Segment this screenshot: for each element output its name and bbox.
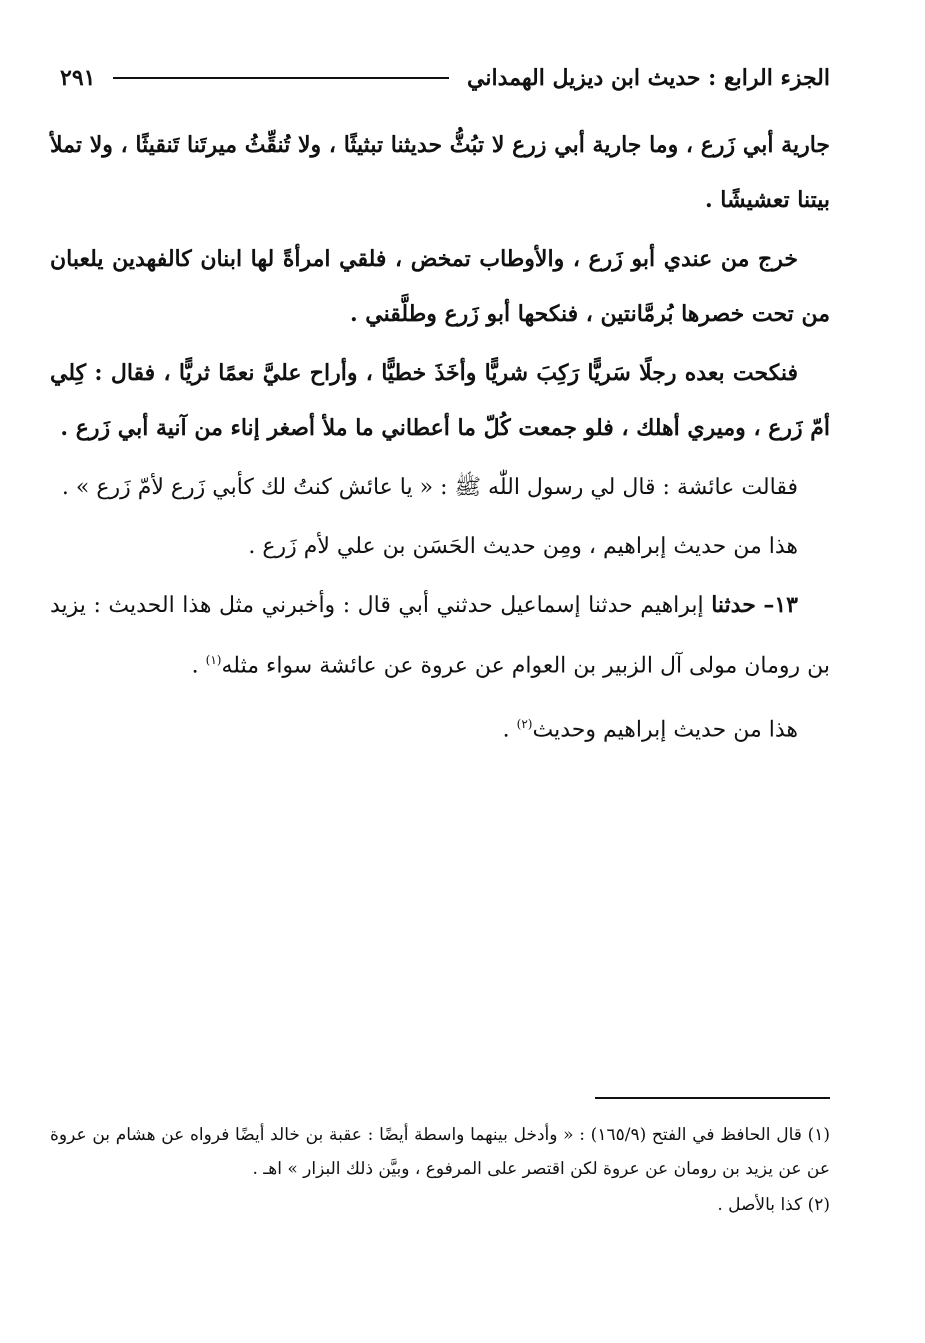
main-text <box>50 118 830 762</box>
paragraph-5: هذا من حديث إبراهيم ، ومِن حديث الحَسَن بن علي لأم زَرع . <box>248 534 798 559</box>
page-number: ٢٩١ <box>60 65 96 91</box>
closing-end: . <box>502 717 510 743</box>
footnotes <box>50 1118 830 1224</box>
closing-text: هذا من حديث إبراهيم وحديث <box>532 717 798 743</box>
paragraph-3: فنكحت بعده رجلًا سَريًّا رَكِبَ شريًّا وأخَذَ خطيًّا ، وأراح عليَّ نعمًا ثريًّا ، فقال : كِلي أمّ زَرع ، وميري أهلك ، فلو جمعت كُلّ ما أعطاني ما ملأ أصغر إناء من آنية أبي زَرع . <box>50 360 830 441</box>
footnote-ref-2[interactable]: (٢) <box>516 717 533 732</box>
footnote-ref-1[interactable]: (١) <box>205 653 222 667</box>
paragraph-7 <box>50 697 830 757</box>
hadith-text: إبراهيم حدثنا إسماعيل حدثني أبي قال : وأخبرني مثل هذا الحديث : يزيد بن رومان مولى آل الزبير بن العوام عن عروة عن عائشة سواء مثله <box>50 593 830 679</box>
running-header <box>60 58 830 98</box>
header-rule <box>113 77 449 79</box>
paragraph-6 <box>50 578 830 693</box>
footnote-2: (٢) كذا بالأصل . <box>717 1195 830 1215</box>
footnote-1: (١) قال الحافظ في الفتح (١٦٥/٩) : « وأدخل بينهما واسطة أيضًا : عقبة بن خالد أيضًا فرواه عن هشام بن عروة عن عن يزيد بن رومان عن عروة لكن اقتصر على المرفوع ، وبيَّن ذلك البزار » اهـ . <box>50 1125 830 1179</box>
hadith-end: . <box>191 653 199 679</box>
paragraph-4: فقالت عائشة : قال لي رسول اللّٰه ﷺ : « يا عائش كنتُ لك كأبي زَرع لأمّ زَرع » . <box>61 475 798 500</box>
paragraph-1: جارية أبي زَرع ، وما جارية أبي زرع لا تبُثُّ حديثنا تبثيثًا ، ولا تُنقِّثُ ميرتَنا تَنقيثًا ، ولا تملأ بيتنا تعشيشًا . <box>50 132 830 213</box>
header-title: الجزء الرابع : حديث ابن ديزيل الهمداني <box>467 65 830 91</box>
paragraph-2: خرج من عندي أبو زَرع ، والأوطاب تمخض ، فلقي امرأةً لها ابنان كالفهدين يلعبان من تحت خصرها بُرمَّانتين ، فنكحها أبو زَرع وطلَّقني . <box>50 246 830 327</box>
footnote-divider <box>595 1097 830 1099</box>
hadith-number: ١٣– <box>763 592 798 618</box>
hadith-lead: حدثنا <box>711 592 756 618</box>
